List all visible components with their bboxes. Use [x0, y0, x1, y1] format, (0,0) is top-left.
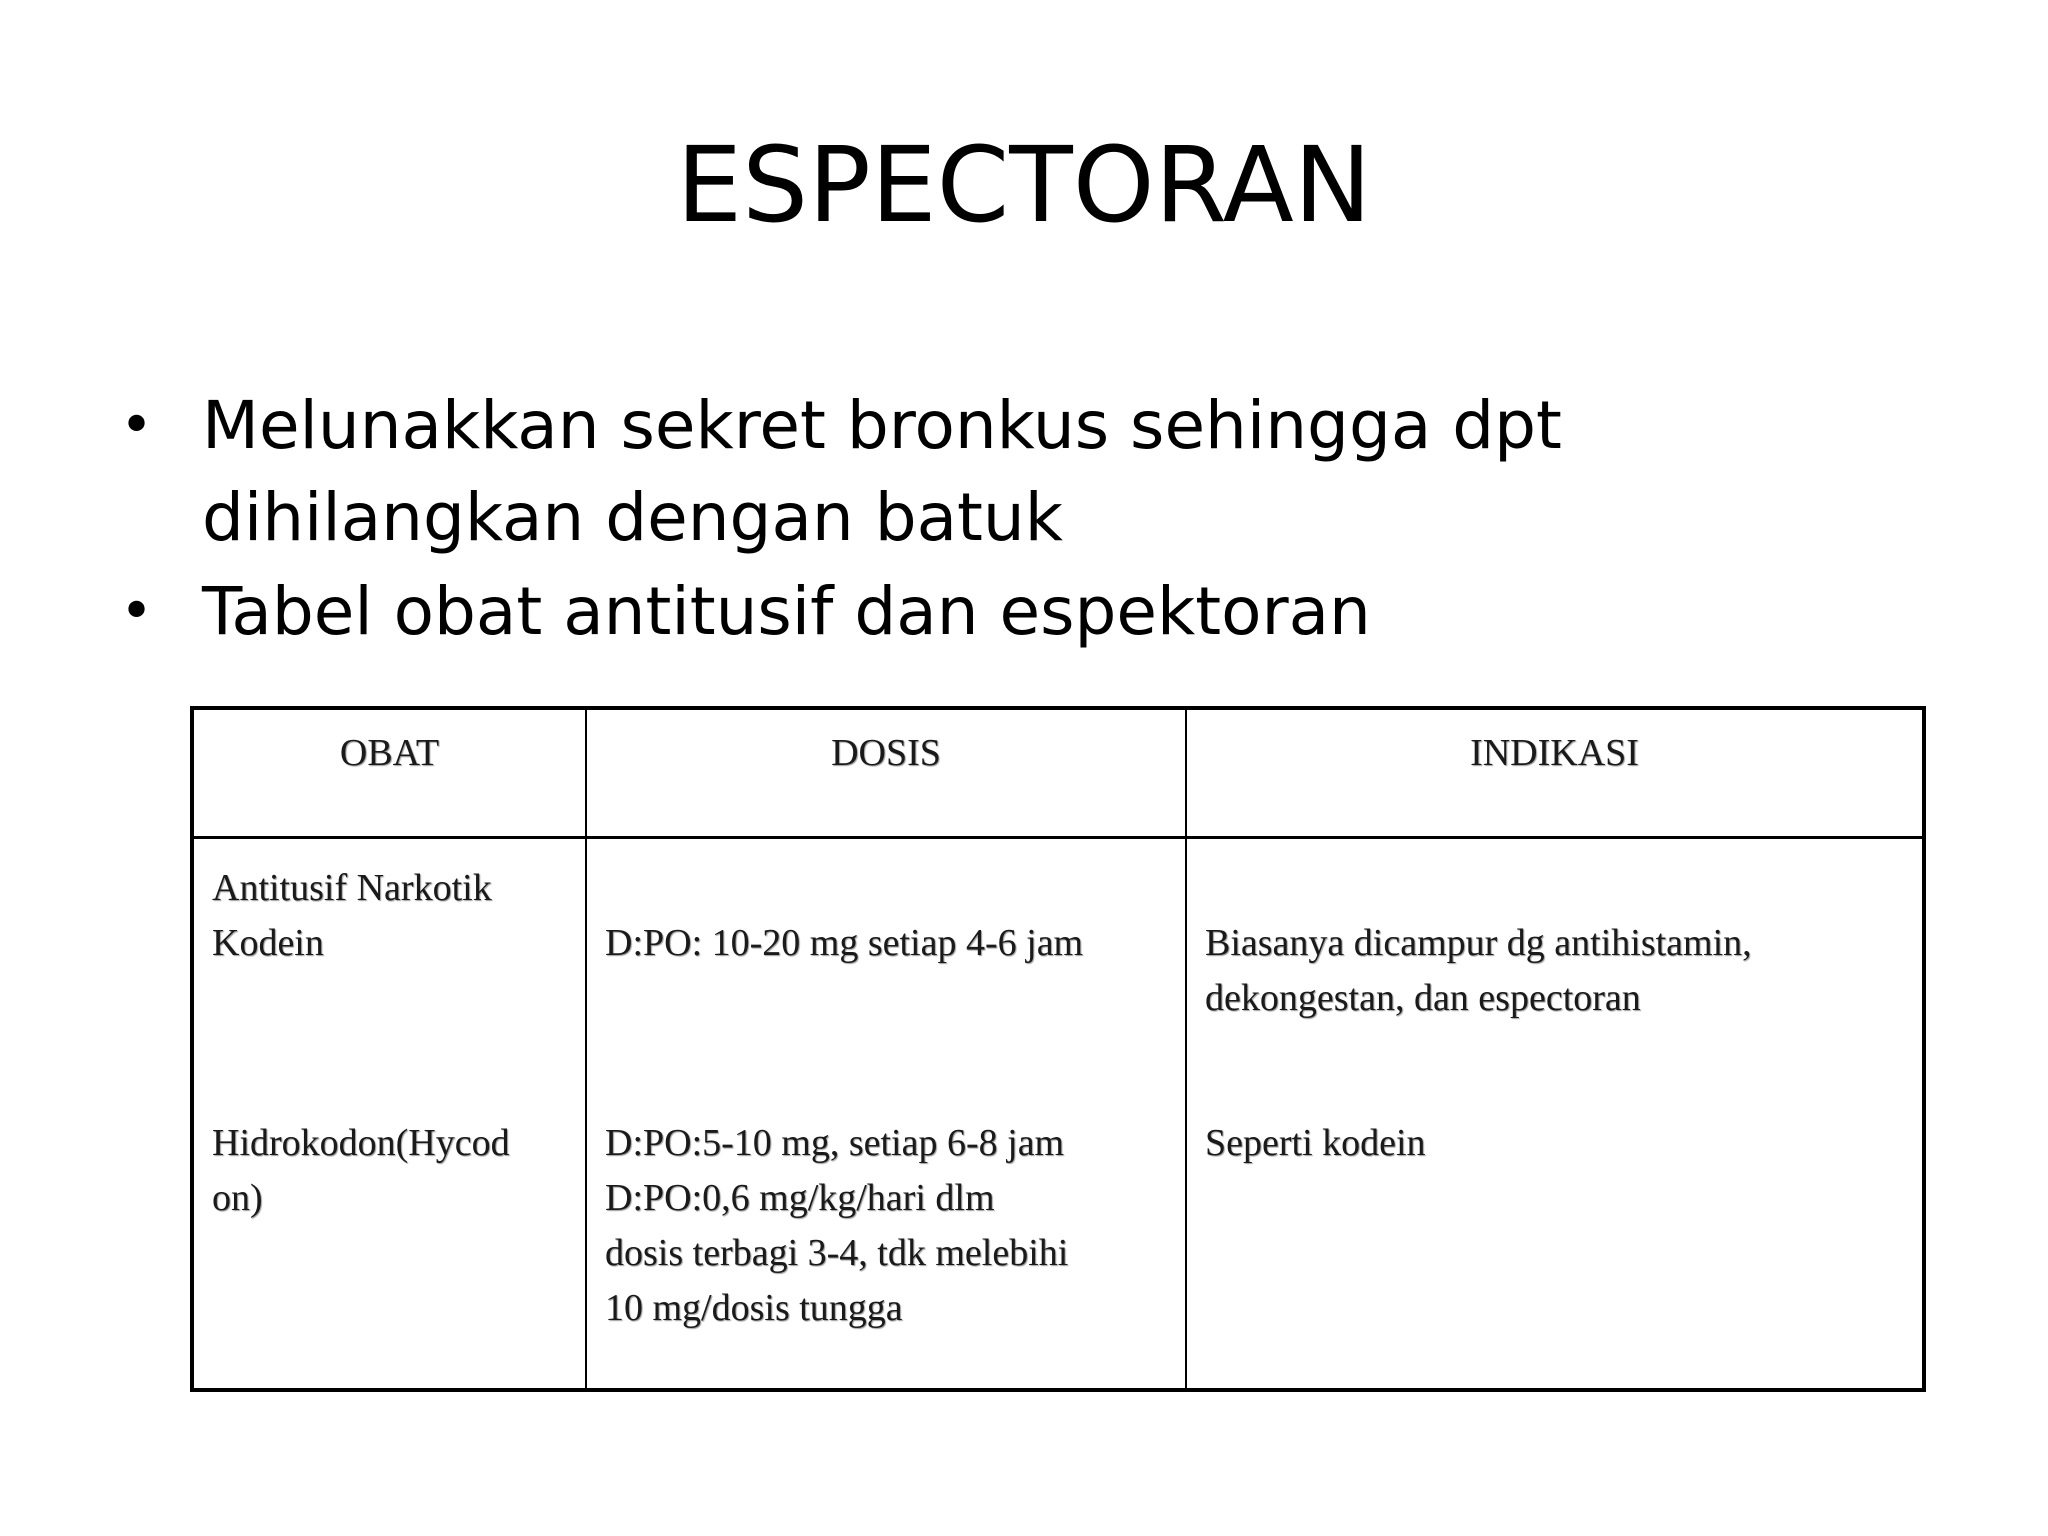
drug-name-kodein: Kodein: [212, 922, 324, 964]
bullet-text-line: Melunakkan sekret bronkus sehingga dpt: [202, 387, 1562, 464]
cell-indikasi: [1186, 838, 1924, 1391]
header-indikasi: INDIKASI: [1186, 708, 1924, 838]
dose-hidrokodon-child-cont: 10 mg/dosis tungga: [605, 1287, 903, 1329]
drug-table: [190, 706, 1926, 1392]
drug-name-hidrokodon: Hidrokodon(Hycod: [212, 1122, 510, 1164]
cell-dosis: [586, 838, 1186, 1391]
bullet-item: [120, 566, 1920, 658]
bullet-text-line: Tabel obat antitusif dan espektoran: [202, 573, 1371, 650]
bullet-text-line: dihilangkan dengan batuk: [202, 479, 1063, 556]
cell-obat: [192, 838, 586, 1391]
dose-hidrokodon-child-cont: dosis terbagi 3-4, tdk melebihi: [605, 1232, 1069, 1274]
header-dosis: DOSIS: [586, 708, 1186, 838]
dose-hidrokodon-child: D:PO:0,6 mg/kg/hari dlm: [605, 1177, 995, 1219]
indication-kodein: Biasanya dicampur dg antihistamin,: [1205, 922, 1752, 964]
table-row: [192, 838, 1924, 1391]
dose-hidrokodon-adult: D:PO:5-10 mg, setiap 6-8 jam: [605, 1122, 1065, 1164]
bullet-dot-icon: •: [120, 393, 154, 458]
bullet-item: [120, 380, 1920, 564]
slide-title: ESPECTORAN: [676, 124, 1372, 246]
table-header-row: [192, 708, 1924, 838]
indication-hidrokodon: Seperti kodein: [1205, 1122, 1426, 1164]
drug-name-hidrokodon-cont: on): [212, 1177, 263, 1219]
indication-kodein-cont: dekongestan, dan espectoran: [1205, 977, 1641, 1019]
drug-group-label: Antitusif Narkotik: [212, 867, 492, 909]
bullet-list: [120, 380, 1920, 660]
header-obat: OBAT: [192, 708, 586, 838]
dose-kodein: D:PO: 10-20 mg setiap 4-6 jam: [605, 922, 1084, 964]
bullet-dot-icon: •: [120, 579, 154, 644]
